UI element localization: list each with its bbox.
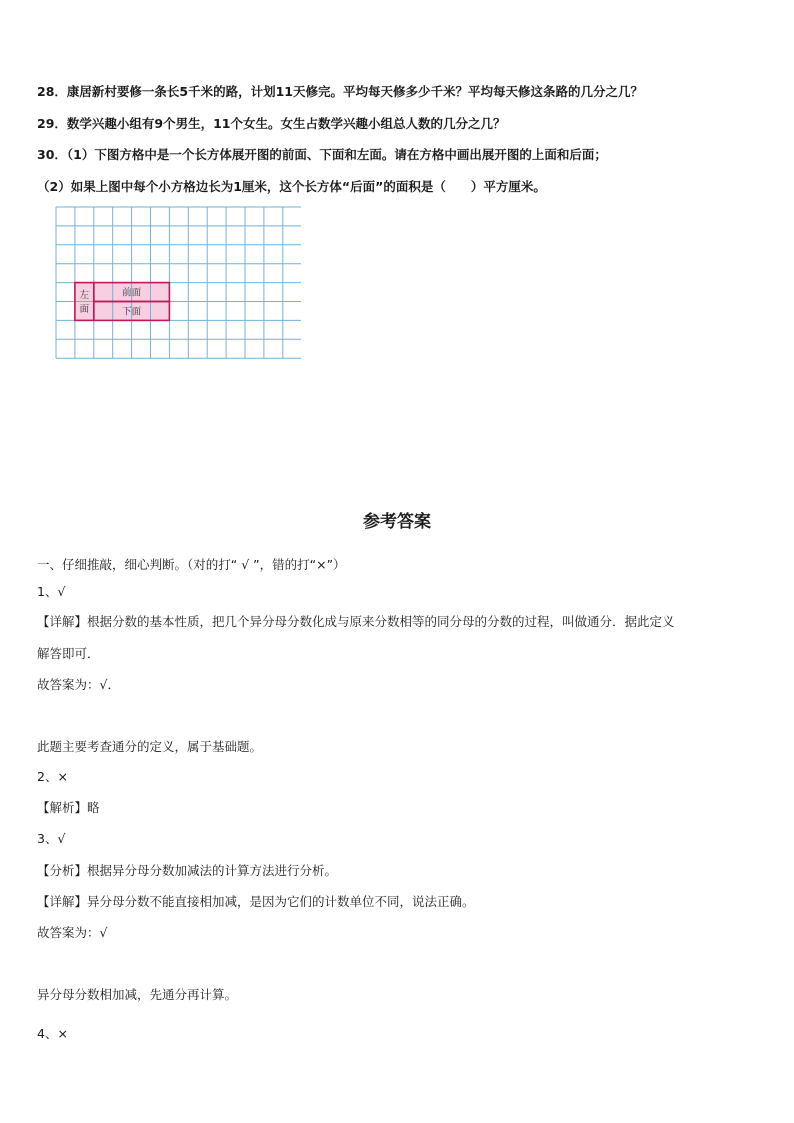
question-29: 29．数学兴趣小组有9个男生，11个女生。女生占数学兴趣小组总人数的几分之几？: [37, 116, 506, 131]
net-face-label: 前面: [122, 287, 142, 299]
question-30-part1: 30．（1）下图方格中是一个长方体展开图的前面、下面和左面。请在方格中画出展开图的上面和后面；: [37, 147, 607, 162]
answers-section-heading: 一、仔细推敲，细心判断。（对的打“ √ ”，错的打“×”）: [37, 557, 346, 572]
answer-1-conclusion: 故答案为：√．: [37, 677, 120, 692]
net-face-label: 下面: [122, 306, 142, 318]
net-face-label: 面: [79, 304, 90, 315]
answer-4-result: 4、×: [37, 1026, 68, 1041]
answer-2-analysis: 【解析】略: [37, 800, 100, 815]
answers-title: 参考答案: [363, 512, 431, 532]
question-30-part2: （2）如果上图中每个小方格边长为1厘米，这个长方体“后面”的面积是（ ）平方厘米。: [37, 179, 546, 194]
answer-3-conclusion: 故答案为：√: [37, 925, 108, 940]
net-face-label: 左: [79, 290, 90, 301]
answer-3-result: 3、√: [37, 831, 66, 846]
answer-1-result: 1、√: [37, 584, 66, 599]
answer-3-analysis: 【分析】根据异分母分数加减法的计算方法进行分析。: [37, 863, 338, 878]
answer-1-detail-cont: 解答即可．: [37, 646, 100, 661]
answer-3-detail: 【详解】异分母分数不能直接相加减，是因为它们的计数单位不同，说法正确。: [37, 894, 475, 909]
answer-1-detail: 【详解】根据分数的基本性质，把几个异分母分数化成与原来分数相等的同分母的分数的过程，叫做通分．据此定义: [37, 614, 675, 629]
answer-3-note: 异分母分数相加减，先通分再计算。: [37, 987, 238, 1002]
question-28: 28．康居新村要修一条长5千米的路，计划11天修完。平均每天修多少千米？平均每天修这条路的几分之几？: [37, 84, 643, 99]
answer-2-result: 2、×: [37, 769, 68, 784]
answer-1-note: 此题主要考查通分的定义，属于基础题。: [37, 739, 263, 754]
cuboid-net-grid-figure: [55, 206, 301, 359]
